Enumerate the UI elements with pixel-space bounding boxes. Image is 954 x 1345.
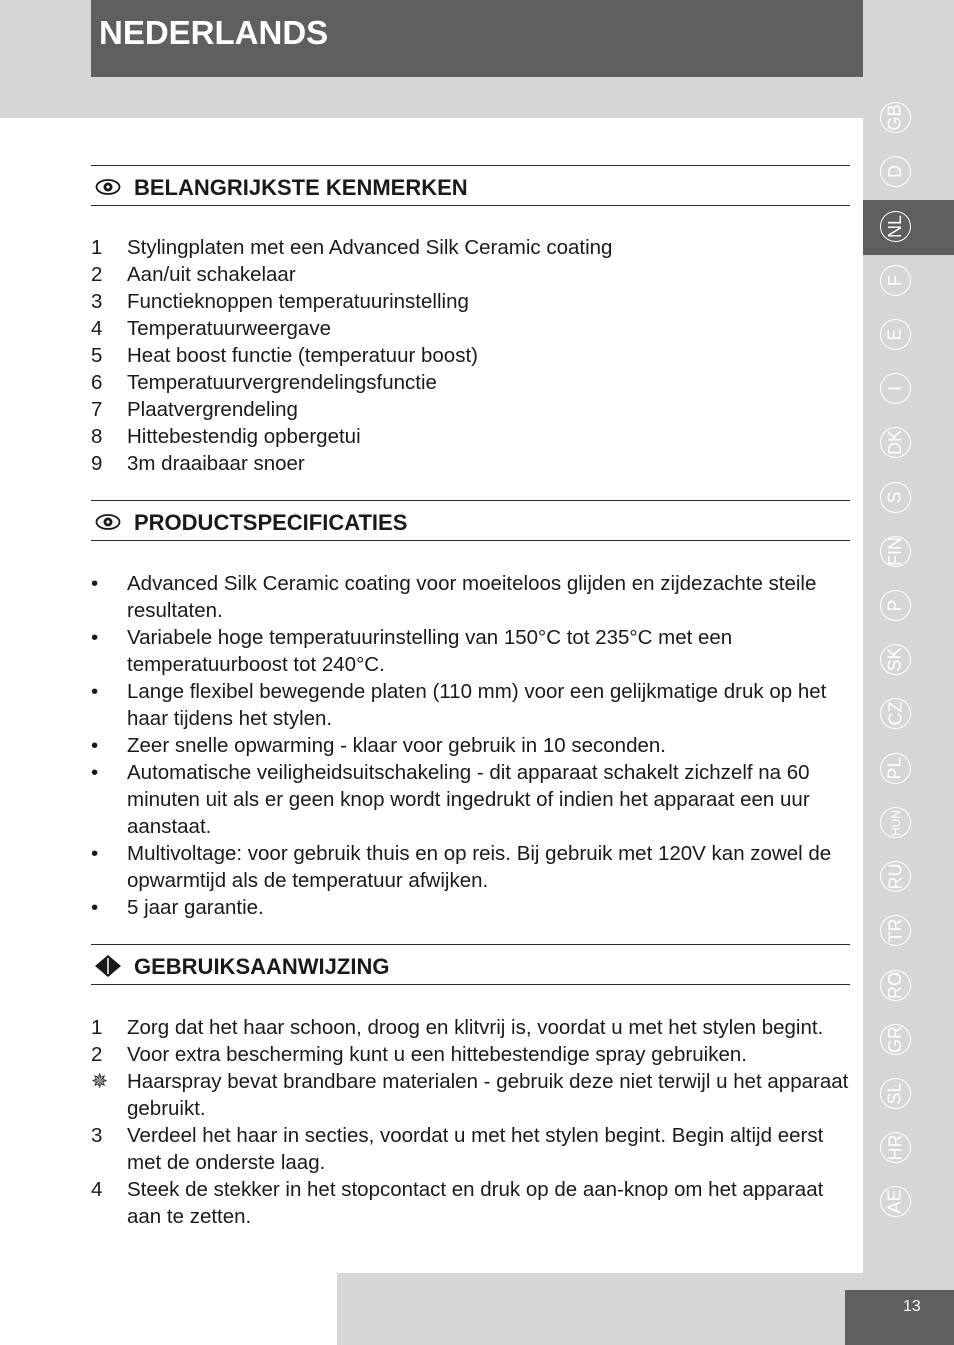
item-text: Haarspray bevat brandbare materialen - gebruik deze niet terwijl u het apparaat gebruikt. xyxy=(127,1070,849,1120)
language-tab-label: S xyxy=(884,491,905,504)
item-text: Steek de stekker in het stopcontact en druk op de aan-knop om het apparaat aan te zetten. xyxy=(127,1178,824,1228)
item-number: 5 xyxy=(91,344,103,367)
language-tab-label: FIN xyxy=(885,537,905,566)
list-item xyxy=(91,342,853,369)
item-text: Hittebestendig opbergetui xyxy=(127,425,361,448)
features-title: BELANGRIJKSTE KENMERKEN xyxy=(134,175,468,200)
language-tab-label: AE xyxy=(884,1189,905,1214)
list-item xyxy=(91,396,853,423)
item-text: Automatische veiligheidsuitschakeling - dit apparaat schakelt zichzelf na 60 minuten uit als er geen knop wordt ingedrukt of indien het apparaat een uur aanstaat. xyxy=(127,761,810,838)
list-item xyxy=(91,894,853,921)
language-tab-pl[interactable] xyxy=(880,753,911,784)
usage-section-header xyxy=(91,944,850,985)
bullet: • xyxy=(91,572,99,595)
list-item xyxy=(91,234,853,261)
language-tab-label: GR xyxy=(885,1026,905,1053)
language-tab-cz[interactable] xyxy=(880,698,911,729)
list-item xyxy=(91,369,853,396)
item-text: Functieknoppen temperatuurinstelling xyxy=(127,290,469,313)
item-text: Zeer snelle opwarming - klaar voor gebruik in 10 seconden. xyxy=(127,734,666,757)
bullet: • xyxy=(91,680,99,703)
language-tab-label: RU xyxy=(885,863,905,890)
specs-title: PRODUCTSPECIFICATIES xyxy=(134,510,408,535)
language-tab-sk[interactable] xyxy=(880,644,911,675)
language-tab-fin[interactable] xyxy=(880,536,911,567)
bullet: • xyxy=(91,842,99,865)
item-text: Variabele hoge temperatuurinstelling van 150°C tot 235°C met een temperatuurboost tot 240°C. xyxy=(127,626,733,676)
item-text: Verdeel het haar in secties, voordat u met het stylen begint. Begin altijd eerst met de onderste laag. xyxy=(127,1124,824,1174)
item-text: Zorg dat het haar schoon, droog en klitvrij is, voordat u met het stylen begint. xyxy=(127,1016,824,1039)
list-item xyxy=(91,732,853,759)
language-tab-ae[interactable] xyxy=(880,1186,911,1217)
item-text: 3m draaibaar snoer xyxy=(127,452,305,475)
language-tab-dk[interactable] xyxy=(880,427,911,458)
language-tab-label: HR xyxy=(885,1134,905,1161)
language-tab-d[interactable] xyxy=(880,156,911,187)
list-item xyxy=(91,288,853,315)
item-text: 5 jaar garantie. xyxy=(127,896,264,919)
language-tab-p[interactable] xyxy=(880,590,911,621)
language-tab-label: E xyxy=(884,328,905,341)
language-tab-ro[interactable] xyxy=(880,970,911,1001)
language-tab-nl[interactable] xyxy=(880,211,911,242)
item-number: 1 xyxy=(91,236,103,259)
language-tab-e[interactable] xyxy=(880,319,911,350)
usage-list xyxy=(91,1014,853,1230)
item-number: 4 xyxy=(91,317,103,340)
language-tab-label: GB xyxy=(884,104,905,131)
list-item xyxy=(91,423,853,450)
warning-icon: ✵ xyxy=(91,1070,109,1093)
item-text: Stylingplaten met een Advanced Silk Ceramic coating xyxy=(127,236,613,259)
item-text: Temperatuurvergrendelingsfunctie xyxy=(127,371,437,394)
list-item xyxy=(91,678,853,732)
item-text: Advanced Silk Ceramic coating voor moeiteloos glijden en zijdezachte steile resultaten. xyxy=(127,572,817,622)
language-tab-label: TR xyxy=(885,918,905,943)
warning-item xyxy=(91,1068,853,1122)
language-tab-label: PL xyxy=(885,757,905,780)
item-number: 8 xyxy=(91,425,103,448)
language-tab-ru[interactable] xyxy=(880,861,911,892)
language-tab-i[interactable] xyxy=(880,373,911,404)
item-number: 2 xyxy=(91,1043,103,1066)
language-tab-gb[interactable] xyxy=(880,102,911,133)
list-item xyxy=(91,1014,853,1041)
list-item xyxy=(91,450,853,477)
specs-section-header xyxy=(91,500,850,541)
features-section-header xyxy=(91,165,850,206)
list-item xyxy=(91,624,853,678)
list-item xyxy=(91,1176,853,1230)
item-number: 3 xyxy=(91,1124,103,1147)
list-item xyxy=(91,1041,853,1068)
eye-icon xyxy=(95,176,121,198)
language-tab-label: SL xyxy=(885,1082,905,1105)
item-number: 7 xyxy=(91,398,103,421)
language-tab-label: RO xyxy=(885,972,905,999)
language-tab-label: HUN xyxy=(888,809,903,836)
list-item xyxy=(91,759,853,840)
book-icon xyxy=(95,955,121,977)
bullet: • xyxy=(91,761,99,784)
language-tab-label: P xyxy=(884,599,905,612)
page-title: NEDERLANDS xyxy=(99,14,329,51)
language-tab-hun[interactable] xyxy=(880,807,911,838)
item-number: 9 xyxy=(91,452,103,475)
item-number: 6 xyxy=(91,371,103,394)
usage-title: GEBRUIKSAANWIJZING xyxy=(134,954,390,979)
language-tab-label: F xyxy=(885,275,905,286)
item-number: 3 xyxy=(91,290,103,313)
language-tab-f[interactable] xyxy=(880,265,911,296)
item-number: 4 xyxy=(91,1178,103,1201)
language-tab-gr[interactable] xyxy=(880,1024,911,1055)
header-bar xyxy=(91,0,863,77)
language-tab-s[interactable] xyxy=(880,482,911,513)
list-item xyxy=(91,570,853,624)
item-text: Heat boost functie (temperatuur boost) xyxy=(127,344,478,367)
page-number: 13 xyxy=(903,1298,921,1315)
item-text: Lange flexibel bewegende platen (110 mm) voor een gelijkmatige druk op het haar tijdens het stylen. xyxy=(127,680,827,730)
language-tab-label: CZ xyxy=(885,701,905,726)
bullet: • xyxy=(91,734,99,757)
page-number-box xyxy=(845,1290,954,1345)
item-text: Temperatuurweergave xyxy=(127,317,331,340)
language-tab-label: SK xyxy=(884,647,905,672)
bullet: • xyxy=(91,896,99,919)
list-item xyxy=(91,315,853,342)
item-text: Aan/uit schakelaar xyxy=(127,263,296,286)
item-text: Plaatvergrendeling xyxy=(127,398,298,421)
language-tab-label: I xyxy=(884,385,905,392)
list-item xyxy=(91,261,853,288)
item-number: 2 xyxy=(91,263,103,286)
eye-icon xyxy=(95,511,121,533)
features-list xyxy=(91,234,853,477)
language-tab-hr[interactable] xyxy=(880,1132,911,1163)
item-text: Voor extra bescherming kunt u een hittebestendige spray gebruiken. xyxy=(127,1043,747,1066)
list-item xyxy=(91,840,853,894)
item-number: 1 xyxy=(91,1016,103,1039)
bullet: • xyxy=(91,626,99,649)
language-tab-tr[interactable] xyxy=(880,915,911,946)
language-tab-label: DK xyxy=(884,429,905,456)
language-tab-label: D xyxy=(885,165,905,178)
specs-list xyxy=(91,570,853,921)
item-text: Multivoltage: voor gebruik thuis en op reis. Bij gebruik met 120V kan zowel de opwarmtijd als de temperatuur afwijken. xyxy=(127,842,832,892)
language-tab-sl[interactable] xyxy=(880,1078,911,1109)
bottom-margin xyxy=(0,1273,337,1345)
language-tab-label: NL xyxy=(884,214,905,239)
list-item xyxy=(91,1122,853,1176)
